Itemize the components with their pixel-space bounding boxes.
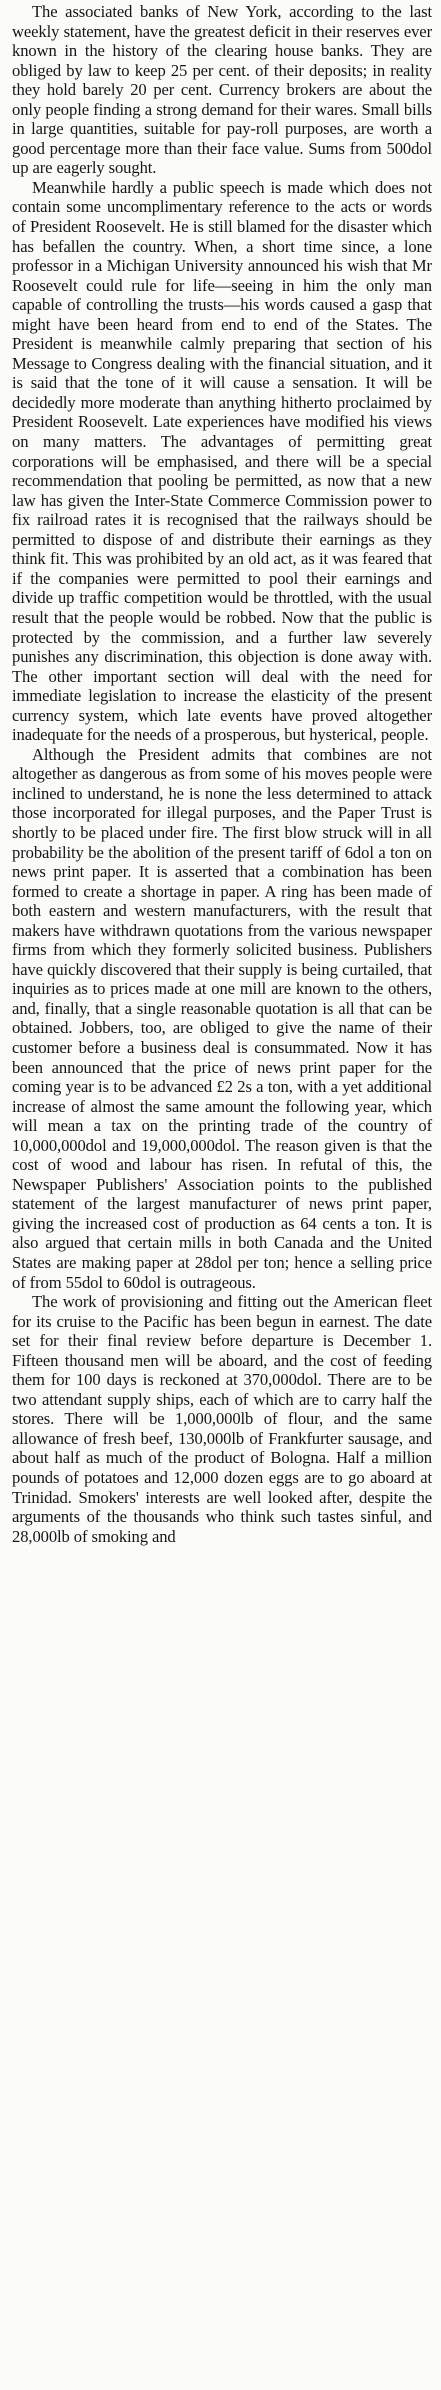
paragraph-paper-trust: Although the President admits that combines are not altogether as dangerous as from some of his moves people were inclined to understand, he is none the less determined to attack those incorporated for illegal purposes, and the Paper Trust is shortly to be placed under fire. The first blow struck will in all probability be the abolition of the present tariff of 6dol a ton on news print paper. It is asserted that a combination has been formed to create a shortage in paper. A ring has been made of both eastern and western manufacturers, with the result that makers have withdrawn quotations from the various newspaper firms from which they formerly solicited business. Publishers have quickly discovered that their supply is being curtailed, that inquiries as to prices made at one mill are known to the others, and, finally, that a single reasonable quotation is all that can be obtained. Jobbers, too, are obliged to give the name of their customer before a business deal is consummated. Now it has been announced that the price of news print paper for the coming year is to be advanced £2 2s a ton, with a yet additional increase of almost the same amount the following year, which will mean a tax on the printing trade of the country of 10,000,000dol and 19,000,000dol. The reason given is that the cost of wood and labour has risen. In refutal of this, the Newspaper Publishers' Association points to the published statement of the largest manufacturer of news print paper, giving the increased cost of production as 64 cents a ton. It is also argued that certain mills in both Canada and the United States are making paper at 28dol per ton; hence a selling price of from 55dol to 60dol is outrageous. [12,744,432,1292]
paragraph-bank-reserves: The associated banks of New York, according to the last weekly statement, have the greatest deficit in their reserves ever known in the history of the clearing house banks. They are obliged by law to keep 25 per cent. of their deposits; in reality they hold barely 20 per cent. Currency brokers are about the only people finding a strong demand for their wares. Small bills in large quantities, suitable for pay-roll purposes, are worth a good percentage more than their face value. Sums from 500dol up are eagerly sought. [12,2,432,178]
paragraph-american-fleet: The work of provisioning and fitting out the American fleet for its cruise to the Pacific has been begun in earnest. The date set for their final review before departure is December 1. Fifteen thousand men will be aboard, and the cost of feeding them for 100 days is reckoned at 370,000dol. There are to be two attendant supply ships, each of which are to carry half the stores. There will be 1,000,000lb of flour, and the same allowance of fresh beef, 130,000lb of Frankfurter sausage, and about half as much of the product of Bologna. Half a million pounds of potatoes and 12,000 dozen eggs are to go aboard at Trinidad. Smokers' interests are well looked after, despite the arguments of the thousands who think such tastes sinful, and 28,000lb of smoking and [12,1292,432,1546]
paragraph-president-roosevelt: Meanwhile hardly a public speech is made which does not contain some uncomplimentary reference to the acts or words of President Roosevelt. He is still blamed for the disaster which has befallen the country. When, a short time since, a lone professor in a Michigan University announced his wish that Mr Roosevelt could rule for life—seeing in him the only man capable of controlling the trusts—his words caused a gasp that might have been heard from end to end of the States. The President is meanwhile calmly preparing that section of his Message to Congress dealing with the financial situation, and it is said that the tone of it will cause a sensation. It will be decidedly more moderate than anything hitherto proclaimed by President Roosevelt. Late experiences have modified his views on many matters. The advantages of permitting great corporations will be emphasised, and there will be a special recommendation that pooling be permitted, as now that a new law has given the Inter-State Commerce Commission power to fix railroad rates it is recognised that the railways should be permitted to dispose of and distribute their earnings as they think fit. This was prohibited by an old act, as it was feared that if the companies were permitted to pool their earnings and divide up traffic competition would be throttled, with the usual result that the people would be robbed. Now that the public is protected by the commission, and a further law severely punishes any discrimination, this objection is done away with. The other important section will deal with the need for immediate legislation to increase the elasticity of the present currency system, which late events have proved altogether inadequate for the needs of a prosperous, but hysterical, people. [12,177,432,745]
